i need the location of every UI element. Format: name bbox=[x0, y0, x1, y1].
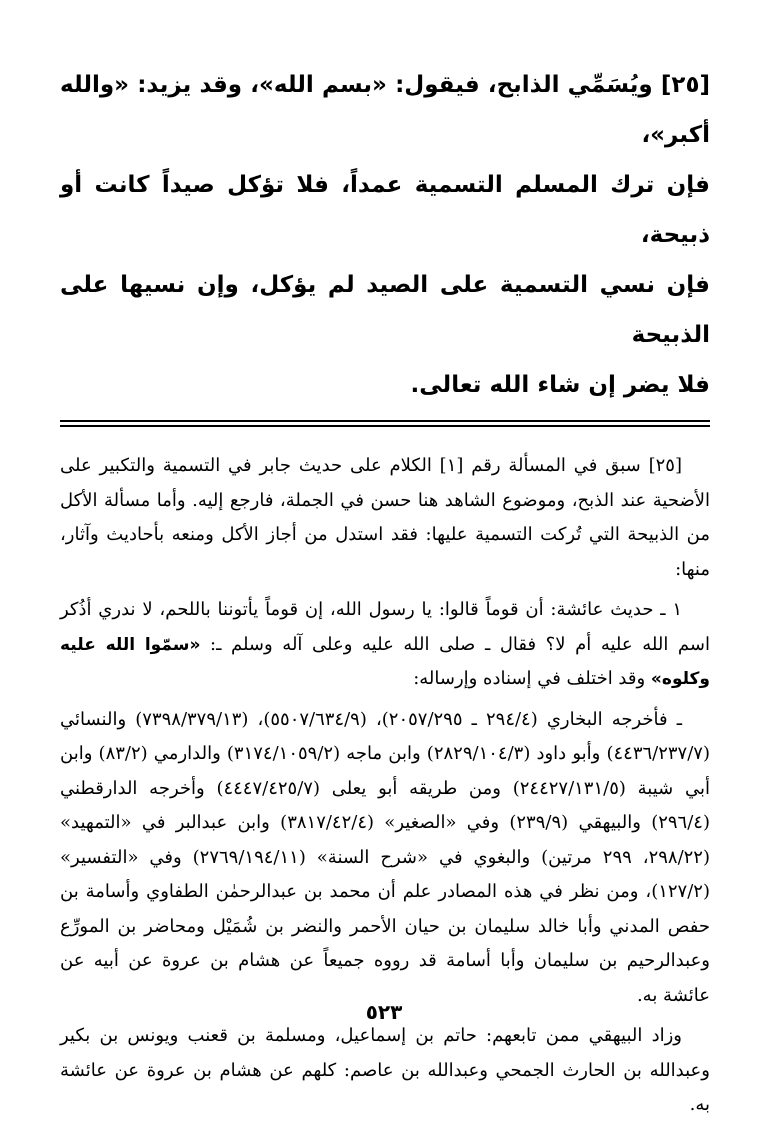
hadith-note: وقد اختلف في إسناده وإرساله: bbox=[413, 668, 646, 689]
commentary-paragraph: ـ فأخرجه البخاري (٢٩٤/٤ ـ ٢٠٥٧/٢٩٥)، (٥٥٠٧/٦٣٤/٩)، (٧٣٩٨/٣٧٩/١٣) والنسائي (٤٤٣٦/٢٣٧/٧) وأبو داود (٢٨٢٩/١٠٤/٣) وابن ماجه (٣١٧٤/١٠٥٩/٢) والدارمي (٨٣/٢) وابن أبي شيبة (٢٤٤٢٧/١٣١/٥) ومن طريقه أبو يعلى (٤٤٤٧/٤٢٥/٧) وأخرجه الدارقطني (٢٩٦/٤) والبيهقي (٢٣٩/٩) وفي «الصغير» (٣٨١٧/٤٢/٤) وابن عبدالبر في «التمهيد» (٢٩٨/٢٢، ٢٩٩ مرتين) والبغوي في «شرح السنة» (٢٧٦٩/١٩٤/١١) وفي «التفسير» (١٢٧/٢)، ومن نظر في هذه المصادر علم أن محمد بن عبدالرحمٰن الطفاوي وأسامة بن حفص المدني وأبا خالد سليمان بن حيان الأحمر والنضر بن شُمَيْل ومحاضر بن المورِّع وعبدالرحيم بن سليمان وأبا أسامة قد رووه جميعاً عن هشام بن عروة عن أبيه عن عائشة به. bbox=[60, 708, 710, 1006]
book-page bbox=[60, 60, 710, 1123]
commentary-paragraph: [٢٥] سبق في المسألة رقم [١] الكلام على حديث جابر في التسمية والتكبير على الأضحية عند الذبح، وموضوع الشاهد هنا حسن في الجملة، فارجع إليه. وأما مسألة الأكل من الذبيحة التي تُركت التسمية عليها: فقد استدل من أجاز الأكل ومنعه بأحاديث وآثار، منها: bbox=[60, 455, 710, 580]
main-text bbox=[60, 60, 710, 410]
main-text-line: [٢٥] ويُسَمِّي الذابح، فيقول: «بسم الله»، وقد يزيد: «والله أكبر»، bbox=[60, 72, 710, 148]
hadith-intro: ١ ـ حديث عائشة: أن قوماً قالوا: يا رسول الله، إن قوماً يأتوننا باللحم، لا ندري أذُكر اسم الله عليه أم لا؟ فقال ـ صلى الله عليه وعلى آله وسلم ـ: bbox=[60, 599, 710, 655]
divider-line bbox=[60, 425, 710, 427]
divider-line bbox=[60, 420, 710, 422]
double-divider bbox=[60, 420, 710, 427]
main-text-line: فإن نسي التسمية على الصيد لم يؤكل، وإن نسيها على الذبيحة bbox=[60, 272, 710, 348]
hadith-quote: «سمّوا الله عليه وكلوه» bbox=[60, 634, 710, 689]
main-text-line: فلا يضر إن شاء الله تعالى. bbox=[410, 372, 710, 398]
page-number: ٥٢٣ bbox=[365, 1000, 403, 1024]
main-text-line: فإن ترك المسلم التسمية عمداً، فلا تؤكل صيداً كانت أو ذبيحة، bbox=[60, 172, 710, 248]
commentary-paragraph: وزاد البيهقي ممن تابعهم: حاتم بن إسماعيل، ومسلمة بن قعنب ويونس بن بكير وعبدالله بن الحارث الجمحي وعبدالله بن عاصم: كلهم عن هشام بن عروة عن عائشة به. bbox=[60, 1025, 710, 1115]
commentary-paragraph bbox=[60, 593, 710, 697]
